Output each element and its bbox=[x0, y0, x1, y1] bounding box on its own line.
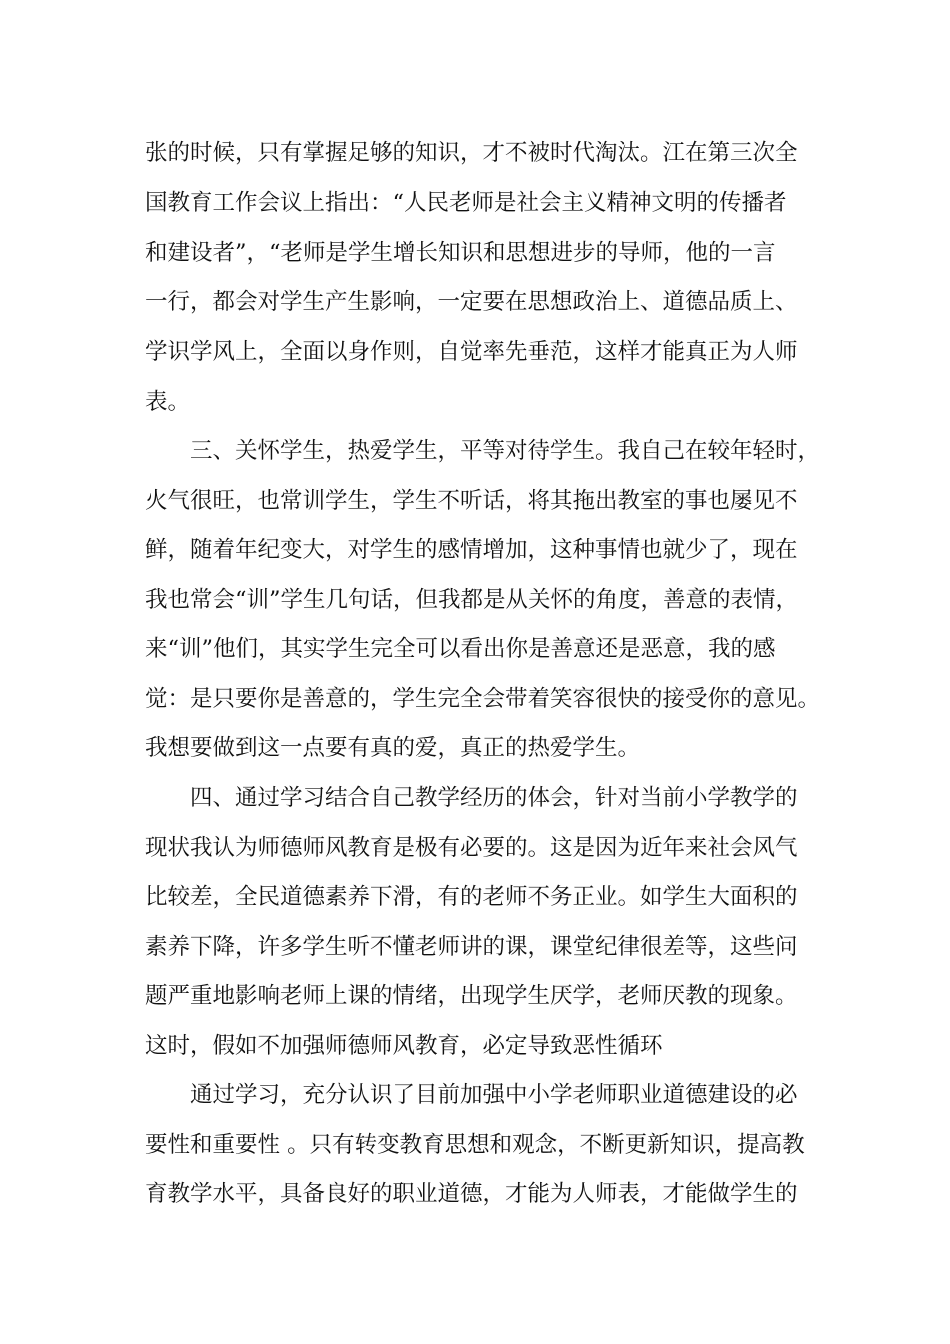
text-line: 比较差，全民道德素养下滑，有的老师不务正业。如学生大面积的 bbox=[145, 884, 798, 910]
text-line: 鲜，随着年纪变大，对学生的感情增加，这种事情也就少了，现在 bbox=[145, 537, 798, 563]
text-line: 现状我认为师德师风教育是极有必要的。这是因为近年来社会风气 bbox=[145, 835, 798, 861]
text-line: 育教学水平，具备良好的职业道德，才能为人师表，才能做学生的 bbox=[145, 1181, 798, 1207]
text-line: 素养下降，许多学生听不懂老师讲的课，课堂纪律很差等，这些问 bbox=[145, 934, 798, 960]
text-line: 学识学风上，全面以身作则，自觉率先垂范，这样才能真正为人师 bbox=[145, 339, 798, 365]
text-line: 我也常会“训”学生几句话，但我都是从关怀的角度，善意的表情， bbox=[145, 587, 799, 613]
text-line: 题严重地影响老师上课的情绪，出现学生厌学，老师厌教的现象。 bbox=[145, 983, 798, 1009]
text-line: 这时，假如不加强师德师风教育，必定导致恶性循环 bbox=[145, 1033, 663, 1059]
paragraph-first-line: 通过学习，充分认识了目前加强中小学老师职业道德建设的必 bbox=[190, 1082, 798, 1108]
text-line: 和建设者”，“老师是学生增长知识和思想进步的导师，他的一言 bbox=[145, 240, 776, 266]
text-line: 要性和重要性 。只有转变教育思想和观念，不断更新知识，提高教 bbox=[145, 1132, 805, 1158]
text-line: 国教育工作会议上指出：“人民老师是社会主义精神文明的传播者 bbox=[145, 190, 787, 216]
paragraph-first-line: 四、通过学习结合自己教学经历的体会，针对当前小学教学的 bbox=[190, 785, 798, 811]
text-line: 表。 bbox=[145, 389, 191, 415]
text-line: 一行，都会对学生产生影响，一定要在思想政治上、道德品质上、 bbox=[145, 289, 798, 315]
text-line: 我想要做到这一点要有真的爱，真正的热爱学生。 bbox=[145, 735, 641, 761]
text-line: 张的时候，只有掌握足够的知识，才不被时代淘汰。江在第三次全 bbox=[145, 140, 798, 166]
paragraph-first-line: 三、关怀学生，热爱学生，平等对待学生。我自己在较年轻时， bbox=[190, 438, 821, 464]
text-line: 来“训”他们，其实学生完全可以看出你是善意还是恶意，我的感 bbox=[145, 636, 776, 662]
text-line: 火气很旺，也常训学生，学生不听话，将其拖出教室的事也屡见不 bbox=[145, 488, 798, 514]
text-line: 觉：是只要你是善意的，学生完全会带着笑容很快的接受你的意见。 bbox=[145, 686, 821, 712]
